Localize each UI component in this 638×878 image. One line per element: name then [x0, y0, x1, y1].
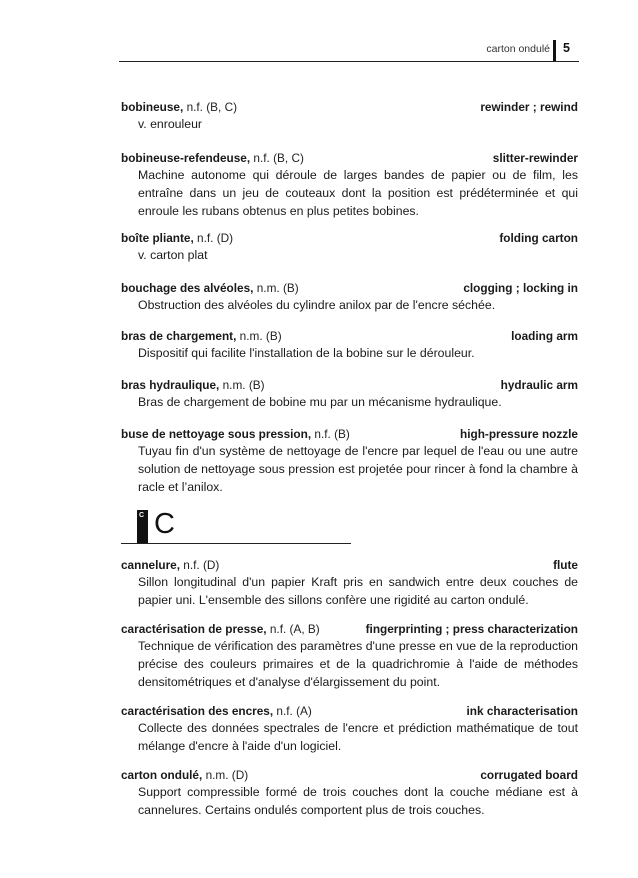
entry-grammar: n.m. (D) — [205, 768, 249, 782]
entry-term: boîte pliante, — [121, 231, 194, 245]
entry-bras-hydraulique — [121, 377, 578, 411]
entry-grammar: n.f. (B) — [314, 427, 350, 441]
entry-term: bras hydraulique, — [121, 378, 220, 392]
entry-caracterisation-de-presse — [121, 621, 578, 691]
entry-grammar: n.m. (B) — [239, 329, 282, 343]
header-section-title: carton ondulé — [486, 43, 550, 55]
entry-term: carton ondulé, — [121, 768, 203, 782]
entry-term: bobineuse-refendeuse, — [121, 151, 251, 165]
header-rule — [119, 61, 579, 62]
entry-english: ink characterisation — [466, 704, 578, 718]
entry-boite-pliante — [121, 230, 578, 264]
entry-bobineuse — [121, 99, 578, 133]
entry-bras-de-chargement — [121, 328, 578, 362]
entry-definition: Dispositif qui facilite l'installation de la bobine sur le dérouleur. — [138, 346, 475, 360]
entry-grammar: n.m. (B) — [256, 281, 299, 295]
entry-term: caractérisation de presse, — [121, 622, 267, 636]
header-divider — [553, 40, 556, 61]
entry-english: rewinder ; rewind — [480, 100, 578, 114]
page-number: 5 — [563, 41, 570, 55]
entry-bouchage-des-alveoles — [121, 280, 578, 314]
entry-definition: Machine autonome qui déroule de larges bandes de papier ou de film, les entraîne dans un jeu de couteaux dont la position est prédéterminée et qui enroule les rubans obtenus en plus petites bobines. — [138, 168, 578, 218]
entry-definition: Bras de chargement de bobine mu par un mécanisme hydraulique. — [138, 395, 502, 409]
entry-grammar: n.f. (D) — [183, 558, 220, 572]
entry-english: slitter-rewinder — [492, 151, 578, 165]
entry-term: caractérisation des encres, — [121, 704, 274, 718]
entry-caracterisation-des-encres — [121, 703, 578, 755]
entry-carton-ondule — [121, 767, 578, 819]
section-letter-box — [137, 510, 148, 543]
entry-definition: Support compressible formé de trois couches dont la couche médiane est à cannelures. Certains ondulés comportent plus de trois couches. — [138, 785, 578, 817]
section-rule — [121, 543, 351, 544]
entry-english: folding carton — [499, 231, 578, 245]
entry-cannelure — [121, 557, 578, 609]
entry-grammar: n.f. (A) — [276, 704, 312, 718]
section-letter: C — [154, 508, 175, 540]
entry-term: cannelure, — [121, 558, 181, 572]
entry-english: hydraulic arm — [500, 378, 578, 392]
entry-term: bouchage des alvéoles, — [121, 281, 254, 295]
entry-definition: Collecte des données spectrales de l'encre et prédiction mathématique de tout mélange d'encre à l'aide d'un logiciel. — [138, 721, 578, 753]
entry-definition: v. carton plat — [138, 248, 208, 262]
entry-english: fingerprinting ; press characterization — [365, 622, 578, 636]
entry-bobineuse-refendeuse — [121, 150, 578, 220]
section-heading-c — [121, 510, 351, 544]
entry-english: loading arm — [511, 329, 578, 343]
entry-english: high-pressure nozzle — [460, 427, 578, 441]
entry-definition: Tuyau fin d'un système de nettoyage de l'encre par lequel de l'eau ou une autre solution de nettoyage sous pression est projetée pour rincer à fond la chambre à racle et l’anilox. — [138, 444, 578, 494]
section-box-letter: C — [139, 512, 145, 519]
entry-definition: Sillon longitudinal d'un papier Kraft pris en sandwich entre deux couches de papier uni. L'ensemble des sillons confère une rigidité au carton ondulé. — [138, 575, 578, 607]
entry-buse-de-nettoyage — [121, 426, 578, 496]
entry-english: clogging ; locking in — [463, 281, 578, 295]
entry-definition: v. enrouleur — [138, 117, 203, 131]
entry-grammar: n.f. (B, C) — [186, 100, 238, 114]
entry-grammar: n.f. (B, C) — [253, 151, 304, 165]
entry-term: bras de chargement, — [121, 329, 237, 343]
entry-grammar: n.f. (D) — [197, 231, 234, 245]
entry-term: buse de nettoyage sous pression, — [121, 427, 312, 441]
entry-definition: Obstruction des alvéoles du cylindre anilox par de l'encre séchée. — [138, 298, 496, 312]
entry-english: flute — [553, 558, 578, 572]
entry-grammar: n.f. (A, B) — [269, 622, 320, 636]
entry-term: bobineuse, — [121, 100, 184, 114]
entry-english: corrugated board — [480, 768, 578, 782]
entry-grammar: n.m. (B) — [222, 378, 265, 392]
entry-definition: Technique de vérification des paramètres d'une presse en vue de la reproduction précise des couleurs primaires et de la quadrichromie à l'aide de méthodes densitométriques et d'analyse d'élargissement du point. — [138, 639, 578, 689]
